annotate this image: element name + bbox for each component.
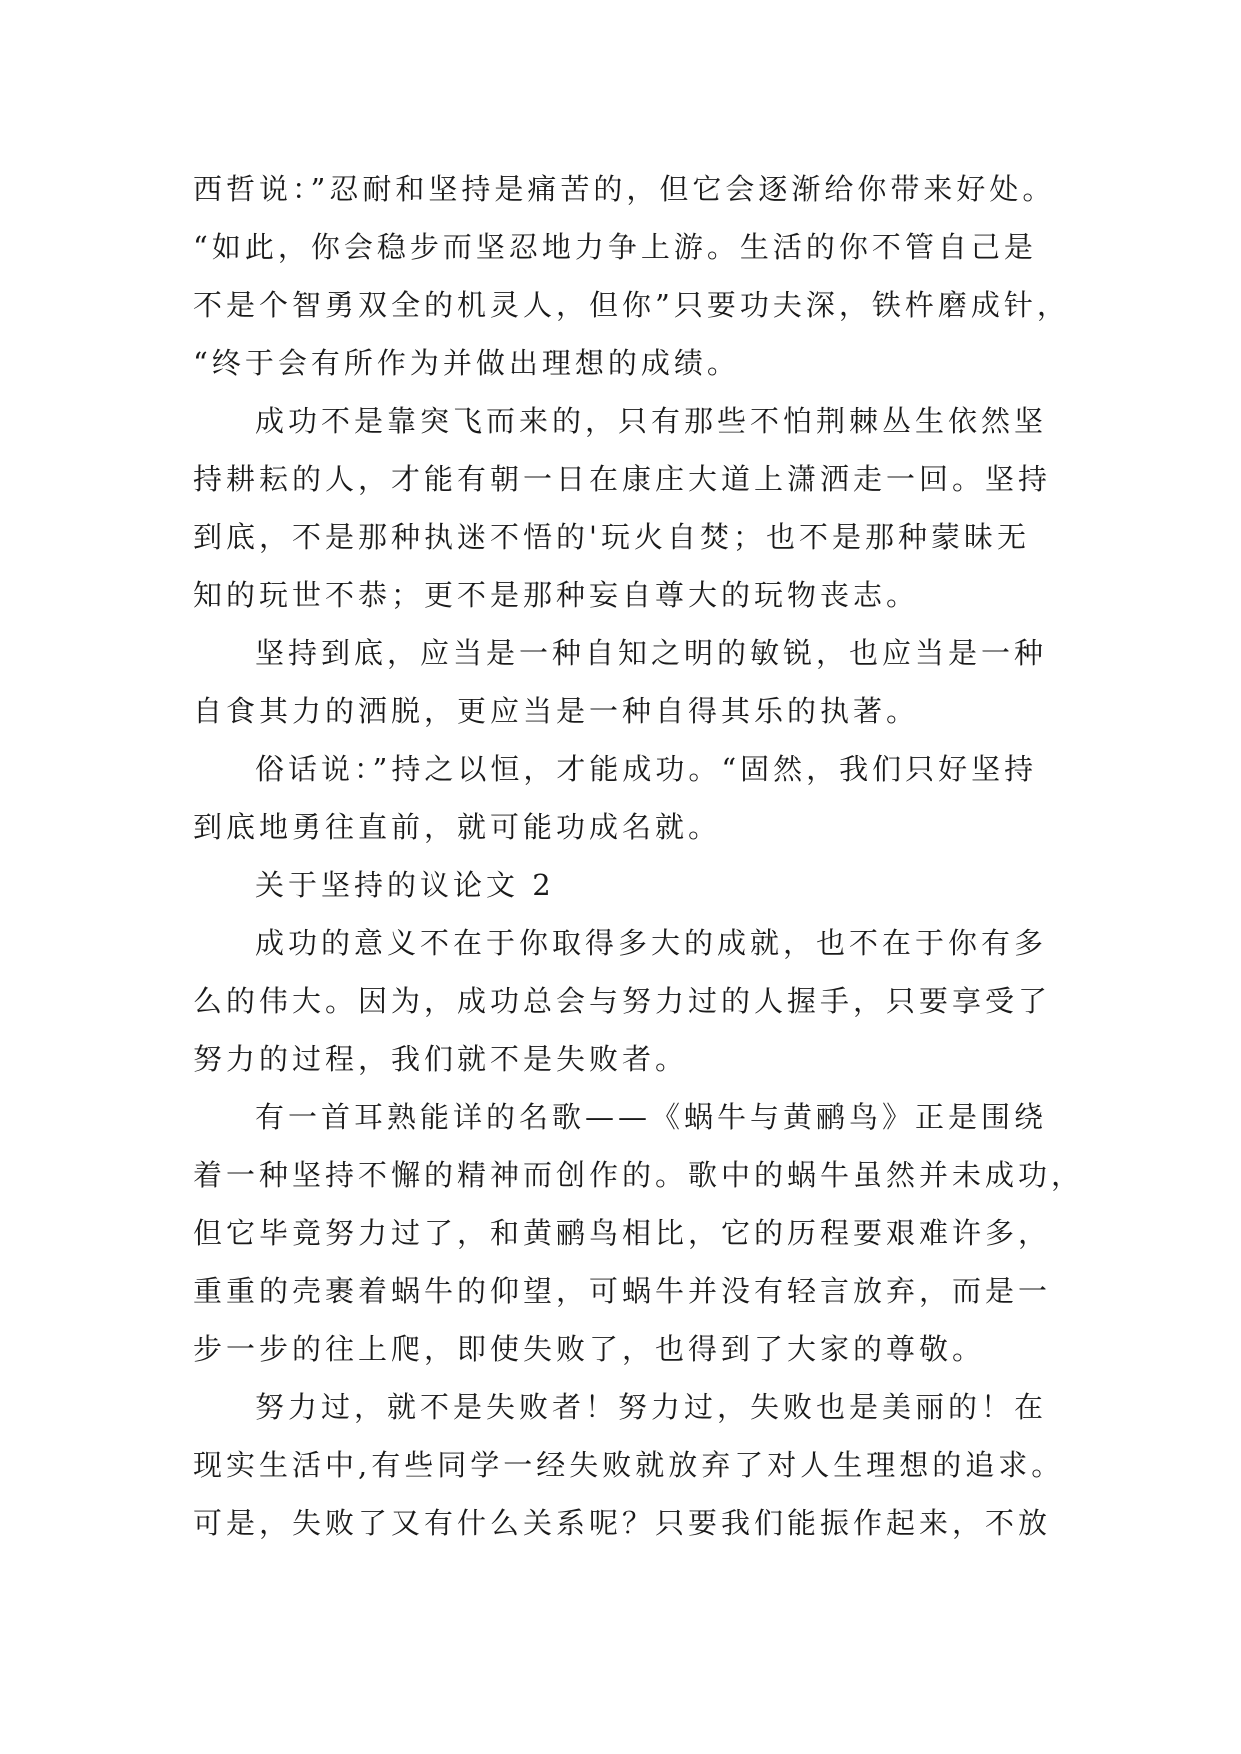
paragraph-first-line: 关于坚持的议论文 2: [255, 868, 555, 902]
paragraph-first-line: 坚持到底，应当是一种自知之明的敏锐，也应当是一种: [255, 636, 1048, 670]
text-line: 不是个智勇双全的机灵人，但你”只要功夫深，铁杵磨成针，: [193, 288, 1070, 322]
paragraph-first-line: 俗话说：”持之以恒，才能成功。“固然，我们只好坚持: [255, 752, 1038, 786]
text-line: 但它毕竟努力过了，和黄鹂鸟相比，它的历程要艰难许多，: [193, 1216, 1052, 1250]
text-line: 西哲说：”忍耐和坚持是痛苦的，但它会逐渐给你带来好处。: [193, 172, 1056, 206]
text-line: 到底，不是那种执迷不悟的'玩火自焚；也不是那种蒙昧无: [193, 520, 1030, 554]
paragraph-first-line: 努力过，就不是失败者！努力过，失败也是美丽的！在: [255, 1390, 1048, 1424]
text-line: 可是，失败了又有什么关系呢？只要我们能振作起来，不放: [193, 1506, 1052, 1540]
text-line: 到底地勇往直前，就可能功成名就。: [193, 810, 722, 844]
document-body: [193, 160, 1093, 1552]
text-line: 知的玩世不恭；更不是那种妄自尊大的玩物丧志。: [193, 578, 920, 612]
text-line: 现实生活中,有些同学一经失败就放弃了对人生理想的追求。: [193, 1448, 1065, 1482]
text-line: 自食其力的洒脱，更应当是一种自得其乐的执著。: [193, 694, 920, 728]
text-line: 步一步的往上爬，即使失败了，也得到了大家的尊敬。: [193, 1332, 986, 1366]
text-line: 么的伟大。因为，成功总会与努力过的人握手，只要享受了: [193, 984, 1052, 1018]
text-line: 持耕耘的人，才能有朝一日在康庄大道上潇洒走一回。坚持: [193, 462, 1052, 496]
text-line: 着一种坚持不懈的精神而创作的。歌中的蜗牛虽然并未成功，: [193, 1158, 1085, 1192]
text-line: “如此，你会稳步而坚忍地力争上游。生活的你不管自己是: [193, 230, 1037, 264]
text-line: 努力的过程，我们就不是失败者。: [193, 1042, 689, 1076]
paragraph-first-line: 成功不是靠突飞而来的，只有那些不怕荆棘丛生依然坚: [255, 404, 1048, 438]
text-line: 重重的壳裹着蜗牛的仰望，可蜗牛并没有轻言放弃，而是一: [193, 1274, 1052, 1308]
text-line: “终于会有所作为并做出理想的成绩。: [193, 346, 740, 380]
paragraph-first-line: 成功的意义不在于你取得多大的成就，也不在于你有多: [255, 926, 1048, 960]
paragraph-first-line: 有一首耳熟能详的名歌——《蜗牛与黄鹂鸟》正是围绕: [255, 1100, 1048, 1134]
